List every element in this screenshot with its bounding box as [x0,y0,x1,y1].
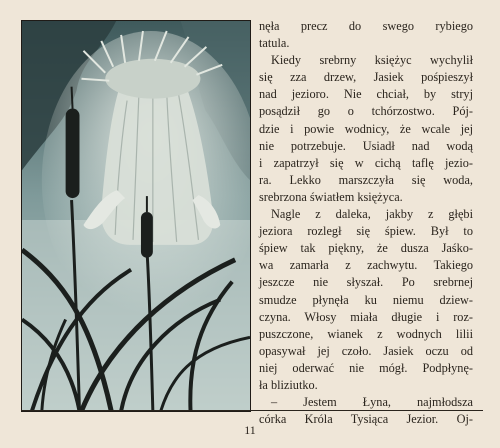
text-line: ła bliziutko. [259,377,318,392]
paragraph [259,52,473,206]
text-line: jeziora rozległ się śpiew. Był to [259,224,473,239]
illustration-artwork [22,21,250,411]
illustration-water-nymph [21,20,251,412]
text-line: Nagle z daleka, jakby z głębi [271,207,473,222]
text-line: smudze płynęła ku niemu dziew- [259,292,473,307]
text-line: dzie i powie wodnicy, że wcale jej [259,121,473,136]
page-number: 11 [244,423,256,437]
text-line: wa zamarła z zachwytu. Takiego [259,258,473,273]
text-line: śpiew tak piękny, że dusza Jaśko- [259,241,473,256]
paragraph [259,18,473,52]
text-line: nęła precz do swego rybiego [259,19,473,33]
text-line: tatula. [259,36,290,51]
text-line: srebrzona światłem księżyca. [259,189,403,204]
text-line: puszczone, wianek z wodnych lilii [259,326,473,341]
text-line: opasywał jej czoło. Jasiek oczu od [259,343,473,358]
footer-rule [21,410,483,411]
text-line: nad jezioro. Nie chciał, by stryj [259,87,473,102]
cattail-head-left [66,109,80,199]
text-line: się zza drzew, Jasiek pośpieszył [259,70,473,85]
text-line: Kiedy srebrny księżyc wychylił [271,53,473,68]
text-line: – Jestem Łyna, najmłodsza [271,395,473,410]
text-line: jeszcze nie słyszał. Po srebrnej [259,275,473,290]
story-text [259,18,473,427]
paragraph [259,206,473,394]
text-line: czyna. Włosy miała długie i roz- [259,309,473,324]
cattail-head-right [141,212,153,258]
text-line: nie potrzebuje. Usiadł nad wodą [259,138,473,153]
text-line: posądził go o tchórzostwo. Pój- [259,104,473,119]
text-line: ra. Lekko marszczyła się woda, [259,172,473,187]
text-line: córka Króla Tysiąca Jezior. Oj- [259,412,473,427]
text-line: i zapatrzył się w cichą taflę jezio- [259,155,473,170]
text-line: niej oderwać nie mógł. Podpłynę- [259,360,473,375]
